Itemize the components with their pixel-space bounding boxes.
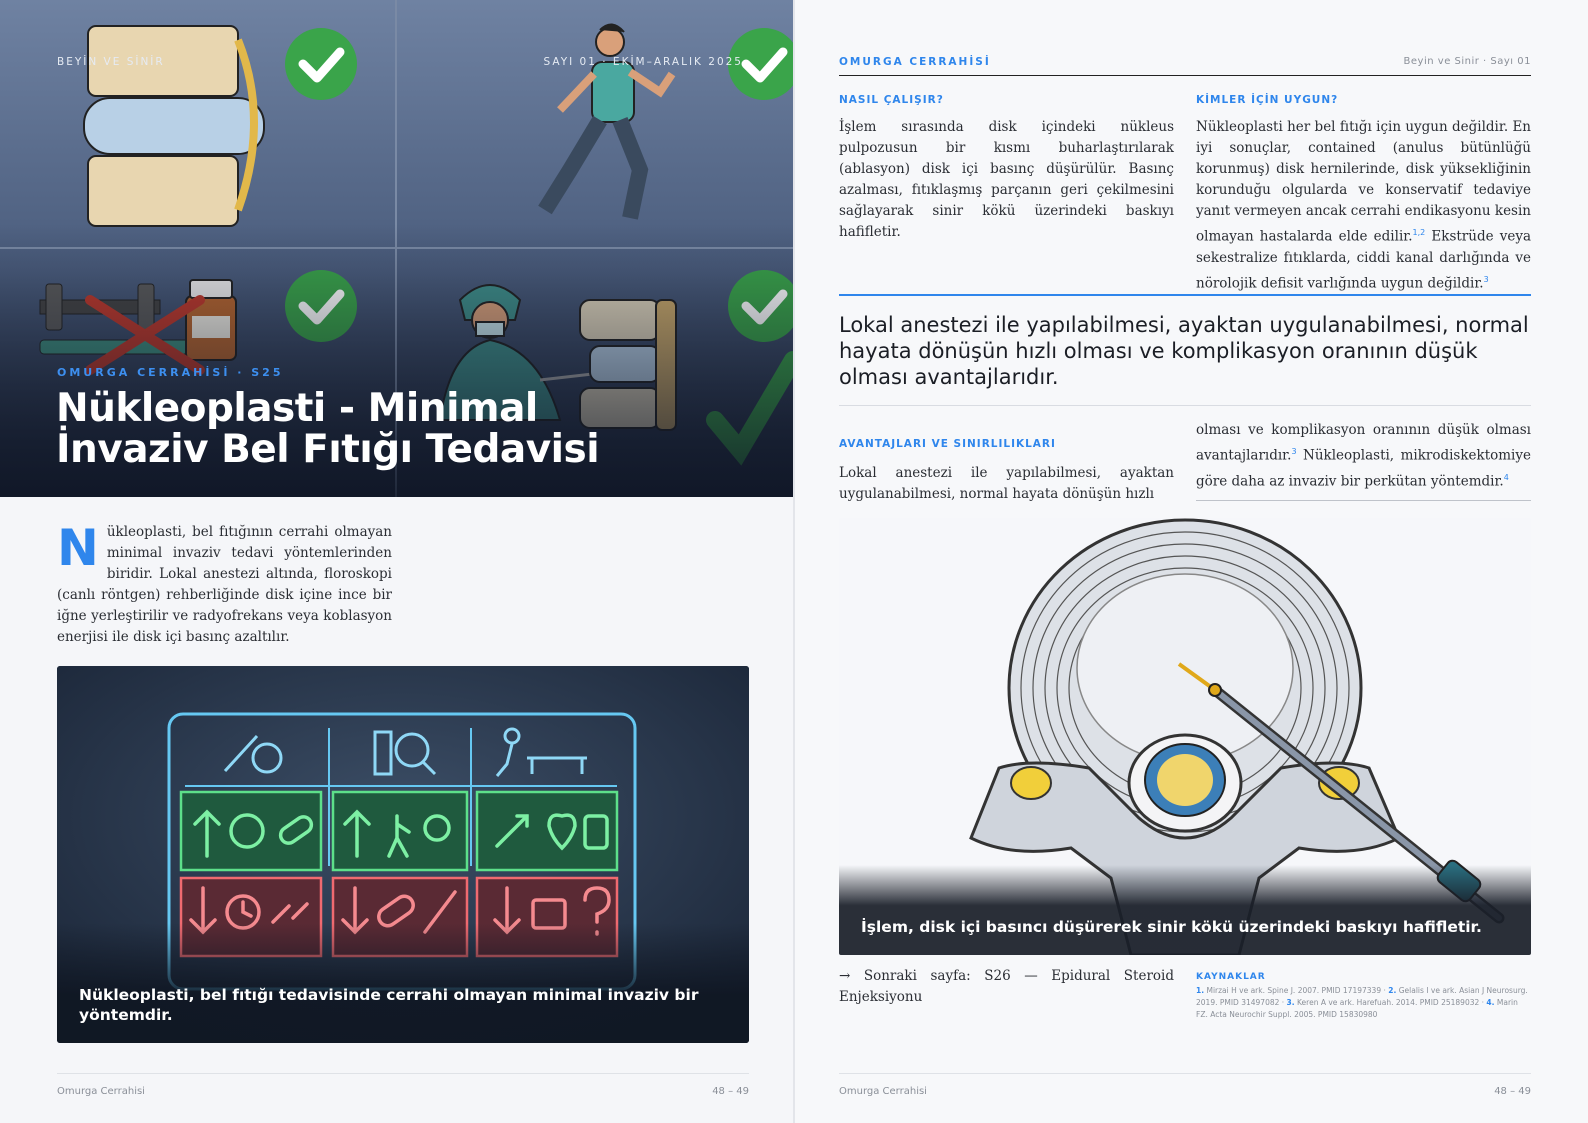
figure-comparison-table [57, 666, 749, 1043]
article-title [56, 388, 746, 470]
ref-text: Marin FZ. Acta Neurochir Suppl. 2005. PMID 15830980 [1196, 998, 1518, 1019]
advantages-text-b: olması ve komplikasyon oranının düşük olması avantajlarıdır. [1196, 422, 1531, 464]
how-it-works-column [839, 90, 1174, 243]
advantages-text-c: Nükleoplasti, mikrodiskektomiye göre daha az invaziv bir perkütan yöntemdir. [1196, 447, 1531, 489]
ref-number: 2. [1388, 986, 1397, 995]
ref-number: 1. [1196, 986, 1205, 995]
footer-page-number: 48 – 49 [712, 1086, 749, 1097]
ref-text: Keren A ve ark. Harefuah. 2014. PMID 25189032 · [1297, 998, 1487, 1007]
title-line-2: İnvaziv Bel Fıtığı Tedavisi [56, 427, 600, 472]
advantages-title: AVANTAJLARI VE SINIRLILIKLARI [839, 438, 1056, 450]
who-is-it-for-title: KİMLER İÇİN UYGUN? [1196, 94, 1339, 106]
right-page [795, 0, 1588, 1123]
ref-text: Gelalis I ve ark. Asian J Neurosurg. 2019. PMID 31497082 · [1196, 986, 1528, 1007]
footer-section: Omurga Cerrahisi [839, 1086, 927, 1097]
advantages-column-2 [1196, 420, 1531, 501]
left-page [0, 0, 793, 1123]
citation: 4 [1503, 472, 1509, 482]
footer-section: Omurga Cerrahisi [57, 1086, 145, 1097]
how-it-works-text: İşlem sırasında disk içindeki nükleus pulpozusun bir kısmı buharlaştırılarak (ablasyon) disk içi basınç düşürülür. Basınç azalması, fıtıklaşmış parçanın geri çekilmesini sağlayarak sinir kökü üzerindeki baskıyı hafifletir. [839, 119, 1174, 240]
who-text-a: Nükleoplasti her bel fıtığı için uygun değildir. En iyi sonuçlar, contained (anulus bütünlüğü korunmuş) disk hernilerinde, disk yüksekliğinin korunduğu olgularda ve konservatif tedaviye yanıt vermeyen ancak cerrahi endikasyonu kesin olmayan hastalarda elde edilir. [1196, 119, 1531, 245]
figure-disc-cross-section [839, 518, 1531, 955]
references [1196, 972, 1531, 1021]
ref-text: Mirzai H ve ark. Spine J. 2007. PMID 17197339 · [1206, 986, 1389, 995]
citation: 3 [1483, 274, 1489, 284]
right-running-header [839, 56, 1531, 76]
drop-cap: N [57, 519, 99, 577]
caption-text: İşlem, disk içi basıncı düşürerek sinir kökü üzerindeki baskıyı hafifletir. [861, 918, 1482, 936]
advantages-column [839, 434, 1174, 505]
advantages-text-a: Lokal anestezi ile yapılabilmesi, ayaktan uygulanabilmesi, normal hayata dönüşün hızlı [839, 465, 1174, 502]
figure-caption-right [839, 865, 1531, 955]
citation: 1,2 [1412, 228, 1426, 237]
who-is-it-for-text [1196, 117, 1531, 294]
running-head-left: BEYİN VE SİNİR [57, 56, 165, 68]
ref-number: 3. [1286, 998, 1295, 1007]
footer-page-number: 48 – 49 [1494, 1086, 1531, 1097]
advantages-row [181, 792, 617, 870]
pull-quote: Lokal anestezi ile yapılabilmesi, ayaktan uygulanabilmesi, normal hayata dönüşün hızlı olması ve komplikasyon oranının düşük olması avantajlarıdır. [839, 294, 1531, 406]
title-line-1: Nükleoplasti - Minimal [56, 386, 538, 431]
references-list [1196, 985, 1531, 1021]
intro-text: ükleoplasti, bel fıtığının cerrahi olmayan minimal invaziv tedavi yöntemlerinden biridir. Lokal anestezi altında, floroskopi (canlı röntgen) rehberliğinde disk içine ince bir iğne yerleştirilir ve radyofrekans veya koblasyon enerjisi ile disk içi basınç azaltılır. [57, 524, 392, 645]
citation: 3 [1291, 447, 1297, 456]
header-section: OMURGA CERRAHİSİ [839, 56, 991, 68]
hero-image [0, 0, 793, 497]
next-page-link[interactable]: → Sonraki sayfa: S26 — Epidural Steroid Enjeksiyonu [839, 968, 1174, 1005]
caption-text: Nükleoplasti, bel fıtığı tedavisinde cerrahi olmayan minimal invaziv bir yöntemdir. [79, 986, 699, 1024]
header-issue: Beyin ve Sinir · Sayı 01 [1403, 56, 1531, 67]
article-kicker: OMURGA CERRAHİSİ · S25 [57, 366, 284, 379]
figure-caption-left [57, 923, 749, 1043]
left-footer [57, 1073, 749, 1097]
references-title: KAYNAKLAR [1196, 972, 1266, 982]
who-is-it-for-column [1196, 90, 1531, 294]
ref-number: 4. [1486, 998, 1495, 1007]
intro-paragraph [57, 519, 392, 648]
running-head-right: SAYI 01 · EKİM–ARALIK 2025 [543, 56, 743, 68]
who-text-b: Ekstrüde veya sekestralize fıtıklarda, ciddi kanal darlığında ve nörolojik defisit varlığında uygun değildir. [1196, 228, 1532, 291]
right-footer [839, 1073, 1531, 1097]
how-it-works-title: NASIL ÇALIŞIR? [839, 94, 944, 106]
